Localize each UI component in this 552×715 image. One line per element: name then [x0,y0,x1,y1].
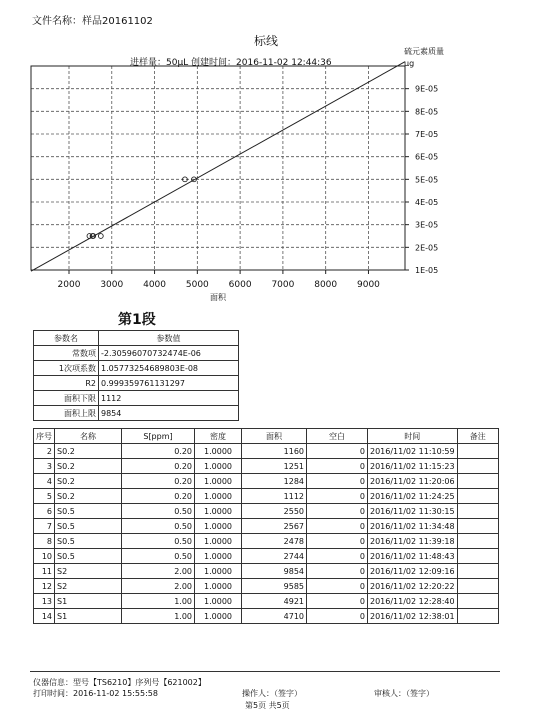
cell-area: 2478 [242,534,307,549]
cell-time: 2016/11/02 11:34:48 [368,519,458,534]
param-value: 1.05773254689803E-08 [99,361,239,376]
cell-s: 0.20 [122,444,195,459]
cell-density: 1.0000 [195,519,242,534]
col-header-s: S[ppm] [122,429,195,444]
cell-area: 9854 [242,564,307,579]
cell-name: S0.2 [55,444,122,459]
y-axis-label: 硫元素质量 [404,47,444,56]
cell-note [457,579,498,594]
x-tick-label: 5000 [185,280,209,290]
cell-no: 3 [34,459,55,474]
cell-s: 0.20 [122,474,195,489]
cell-area: 1284 [242,474,307,489]
cell-density: 1.0000 [195,459,242,474]
param-name: R2 [34,376,99,391]
cell-name: S0.2 [55,489,122,504]
cell-blank: 0 [307,549,368,564]
cell-name: S0.5 [55,504,122,519]
cell-name: S0.2 [55,459,122,474]
param-value: 9854 [99,406,239,421]
col-header-density: 密度 [195,429,242,444]
cell-blank: 0 [307,519,368,534]
col-header-note: 备注 [457,429,498,444]
x-tick-label: 4000 [143,280,167,290]
cell-time: 2016/11/02 11:48:43 [368,549,458,564]
table-row [34,459,499,474]
cell-density: 1.0000 [195,474,242,489]
param-name: 面积下限 [34,391,99,406]
cell-note [457,519,498,534]
col-header-area: 面积 [242,429,307,444]
cell-blank: 0 [307,594,368,609]
cell-area: 2550 [242,504,307,519]
param-value: 1112 [99,391,239,406]
cell-name: S0.5 [55,534,122,549]
cell-area: 1112 [242,489,307,504]
cell-no: 13 [34,594,55,609]
cell-density: 1.0000 [195,504,242,519]
cell-s: 0.20 [122,489,195,504]
table-row [34,534,499,549]
x-tick-label: 2000 [57,280,81,290]
col-header-time: 时间 [368,429,458,444]
x-tick-label: 9000 [357,280,380,290]
table-row [34,489,499,504]
param-row [34,406,239,421]
cell-time: 2016/11/02 11:24:25 [368,489,458,504]
param-name: 1次项系数 [34,361,99,376]
cell-note [457,594,498,609]
x-tick-label: 3000 [100,280,124,290]
cell-s: 0.50 [122,504,195,519]
footer-divider [30,671,500,672]
cell-s: 0.50 [122,549,195,564]
cell-note [457,444,498,459]
cell-no: 11 [34,564,55,579]
param-row [34,361,239,376]
cell-s: 0.50 [122,519,195,534]
y-tick-label: 2E-05 [415,243,439,253]
cell-blank: 0 [307,459,368,474]
parameter-table [33,330,239,421]
param-header-row [34,331,239,346]
cell-note [457,609,498,624]
data-points [87,177,196,238]
cell-area: 4710 [242,609,307,624]
fit-line [31,62,405,272]
cell-blank: 0 [307,489,368,504]
param-value: -2.30596070732474E-06 [99,346,239,361]
y-axis-ticks [405,85,438,275]
cell-density: 1.0000 [195,489,242,504]
cell-time: 2016/11/02 12:38:01 [368,609,458,624]
cell-no: 2 [34,444,55,459]
table-row [34,504,499,519]
table-row [34,549,499,564]
y-tick-label: 9E-05 [415,84,439,94]
cell-no: 6 [34,504,55,519]
x-tick-label: 6000 [228,280,252,290]
cell-no: 14 [34,609,55,624]
cell-density: 1.0000 [195,564,242,579]
cell-area: 1160 [242,444,307,459]
table-row [34,474,499,489]
table-row [34,594,499,609]
data-point [98,234,103,239]
cell-note [457,489,498,504]
x-tick-label: 7000 [271,280,295,290]
x-tick-label: 8000 [314,280,338,290]
file-name-label: 文件名称：样品20161102 [32,16,153,27]
cell-note [457,534,498,549]
page-number: 第5页 共5页 [245,701,290,710]
operator-signature: 操作人：（签字） [242,689,302,698]
y-axis-unit: μg [404,59,415,68]
cell-note [457,504,498,519]
y-tick-label: 3E-05 [415,220,439,230]
chart-title: 标线 [254,34,279,48]
cell-s: 2.00 [122,579,195,594]
cell-density: 1.0000 [195,549,242,564]
cell-time: 2016/11/02 11:10:59 [368,444,458,459]
cell-note [457,459,498,474]
section-title: 第1段 [118,312,156,328]
cell-density: 1.0000 [195,534,242,549]
cell-time: 2016/11/02 11:39:18 [368,534,458,549]
cell-blank: 0 [307,609,368,624]
cell-blank: 0 [307,534,368,549]
instrument-info: 仪器信息：型号【TS6210】序列号【621002】 [33,678,206,687]
y-tick-label: 4E-05 [415,198,439,207]
cell-time: 2016/11/02 11:15:23 [368,459,458,474]
cell-density: 1.0000 [195,594,242,609]
reviewer-signature: 审核人：（签字） [374,689,434,698]
col-header-no: 序号 [34,429,55,444]
cell-blank: 0 [307,474,368,489]
table-row [34,579,499,594]
cell-name: S2 [55,579,122,594]
cell-name: S1 [55,594,122,609]
cell-area: 1251 [242,459,307,474]
table-row [34,564,499,579]
cell-time: 2016/11/02 12:28:40 [368,594,458,609]
param-name: 常数项 [34,346,99,361]
cell-no: 7 [34,519,55,534]
cell-density: 1.0000 [195,444,242,459]
param-row [34,376,239,391]
cell-density: 1.0000 [195,609,242,624]
table-row [34,444,499,459]
param-header-name: 参数名 [34,331,99,346]
x-axis-ticks [58,270,381,290]
cell-no: 10 [34,549,55,564]
chart-subtitle: 进样量：50μL 创建时间：2016-11-02 12:44:36 [130,58,332,68]
cell-note [457,474,498,489]
cell-no: 5 [34,489,55,504]
cell-s: 0.50 [122,534,195,549]
cell-blank: 0 [307,504,368,519]
col-header-name: 名称 [55,429,122,444]
cell-note [457,549,498,564]
print-time: 打印时间：2016-11-02 15:55:58 [33,689,158,698]
cell-area: 2744 [242,549,307,564]
y-tick-label: 6E-05 [415,152,439,162]
param-name: 面积上限 [34,406,99,421]
cell-name: S0.5 [55,519,122,534]
cell-blank: 0 [307,579,368,594]
cell-s: 2.00 [122,564,195,579]
cell-time: 2016/11/02 12:20:22 [368,579,458,594]
cell-no: 8 [34,534,55,549]
results-table [33,428,499,624]
cell-no: 12 [34,579,55,594]
table-row [34,519,499,534]
param-row [34,391,239,406]
y-tick-label: 5E-05 [415,175,439,185]
cell-density: 1.0000 [195,579,242,594]
cell-note [457,564,498,579]
param-header-value: 参数值 [99,331,239,346]
cell-name: S2 [55,564,122,579]
y-tick-label: 8E-05 [415,107,439,117]
cell-name: S0.5 [55,549,122,564]
y-tick-label: 1E-05 [415,266,439,275]
cell-area: 4921 [242,594,307,609]
cell-name: S1 [55,609,122,624]
cell-blank: 0 [307,444,368,459]
cell-time: 2016/11/02 12:09:16 [368,564,458,579]
cell-s: 0.20 [122,459,195,474]
cell-area: 9585 [242,579,307,594]
x-axis-label: 面积 [210,293,226,302]
cell-s: 1.00 [122,609,195,624]
col-header-blank: 空白 [307,429,368,444]
param-value: 0.999359761131297 [99,376,239,391]
table-row [34,609,499,624]
cell-s: 1.00 [122,594,195,609]
cell-blank: 0 [307,564,368,579]
cell-time: 2016/11/02 11:30:15 [368,504,458,519]
cell-name: S0.2 [55,474,122,489]
param-row [34,346,239,361]
cell-area: 2567 [242,519,307,534]
cell-no: 4 [34,474,55,489]
results-header-row [34,429,499,444]
cell-time: 2016/11/02 11:20:06 [368,474,458,489]
y-tick-label: 7E-05 [415,130,439,139]
